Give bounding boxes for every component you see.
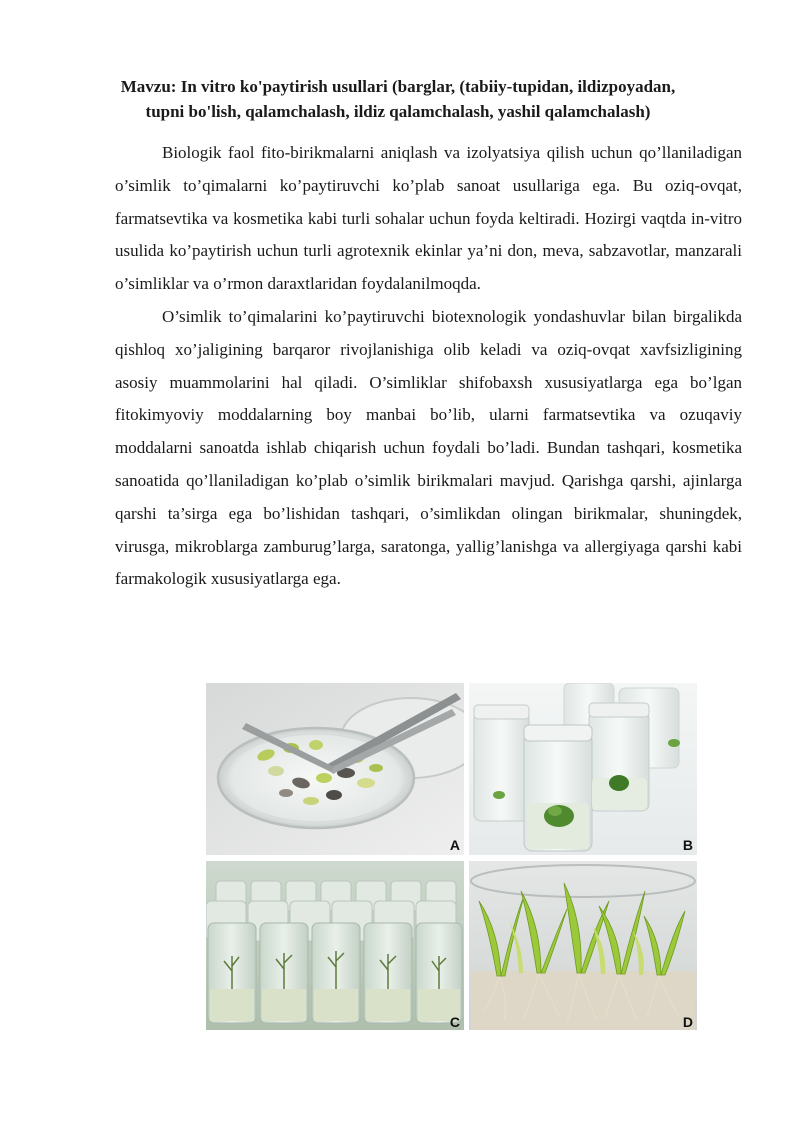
photo-panel-b bbox=[469, 683, 697, 855]
photo-panel-a bbox=[206, 683, 464, 855]
rooted-plantlets-image bbox=[469, 861, 697, 1030]
petri-dish-explants-image bbox=[206, 683, 464, 855]
figure-plant-tissue-culture bbox=[206, 683, 697, 1030]
paragraph: O’simlik to’qimalarini ko’paytiruvchi biotexnologik yondashuvlar bilan birgalikda qishloq xo’jaligining barqaror rivojlanishiga olib keladi va oziq-ovqat xavfsizligining asosiy muammolarini hal qiladi. O’simliklar shifobaxsh xususiyatlarga ega bo’lgan fitokimyoviy moddalarning boy manbai bo’lib, ularni farmatsevtika va ozuqaviy moddalarni sanoatda ishlab chiqarish uchun foydali bo’ladi. Bundan tashqari, kosmetika sanoatida qo’llaniladigan ko’plab o’simlik birikmalari mavjud. Qarishga qarshi, ajinlarga qarshi ta’sirga ega bo’lishidan tashqari, o’simlikdan olingan birikmalar, shuningdek, virusga, mikroblarga zamburug’larga, saratonga, yallig’lanishga va allergiyaga qarshi kabi farmakologik xususiyatlarga ega. bbox=[115, 306, 742, 589]
paragraph: Biologik faol fito-birikmalarni aniqlash va izolyatsiya qilish uchun qo’llaniladigan o’simlik to’qimalarni ko’paytiruvchi ko’plab sanoat usullariga ega. Bu oziq-ovqat, farmatsevtika va kosmetika kabi turli sohalar uchun foyda keltiradi. Hozirgi vaqtda in-vitro usulida ko’paytirish uchun turli agrotexnik ekinlar ya’ni don, meva, sabzavotlar, manzarali o’simliklar va o’rmon daraxtlaridan foydalanilmoqda. bbox=[115, 143, 742, 294]
culture-jars-callus-image bbox=[469, 683, 697, 855]
panel-label: A bbox=[449, 837, 460, 853]
panel-label: B bbox=[682, 837, 693, 853]
photo-panel-d bbox=[469, 861, 697, 1030]
photo-panel-c bbox=[206, 861, 464, 1030]
panel-label: D bbox=[682, 1014, 693, 1030]
document-body bbox=[115, 137, 742, 596]
culture-jars-plantlets-image bbox=[206, 861, 464, 1030]
document-title: Mavzu: In vitro ko'paytirish usullari (barglar, (tabiiy-tupidan, ildizpoyadan, tupni bo'lish, qalamchalash, ildiz qalamchalash, yashil qalamchalash) bbox=[120, 77, 676, 121]
panel-label: C bbox=[449, 1014, 460, 1030]
